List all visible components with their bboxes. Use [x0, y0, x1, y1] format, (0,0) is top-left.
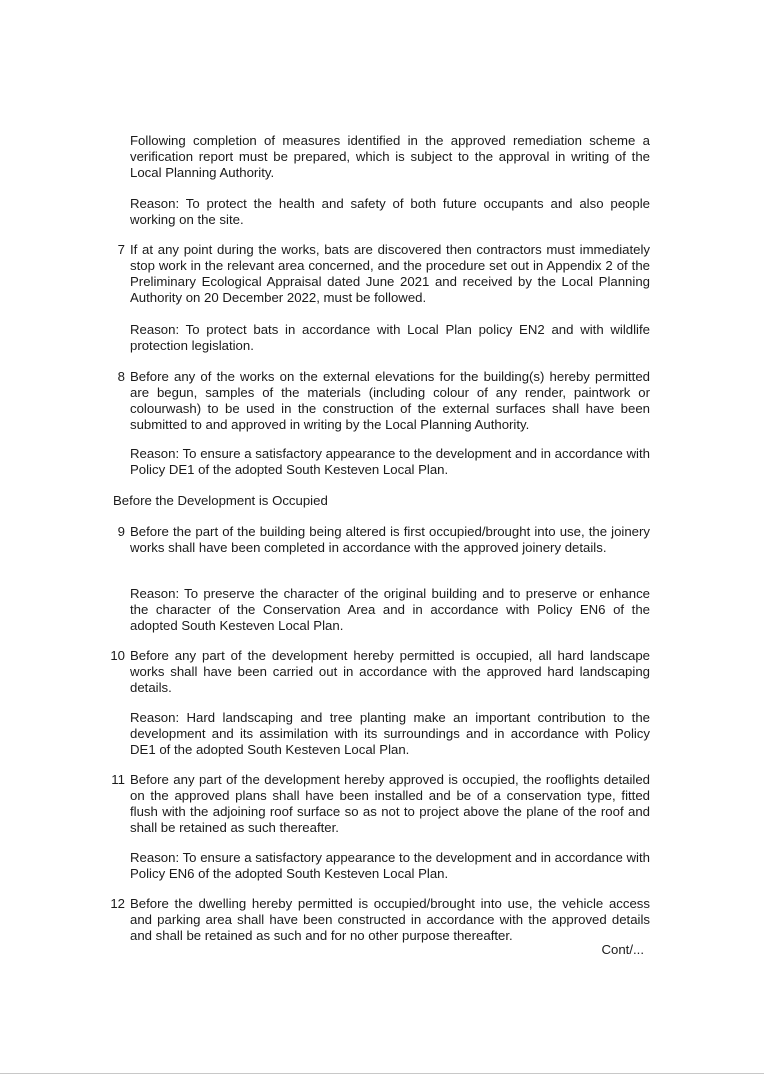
item-11-reason: Reason: To ensure a satisfactory appearance to the development and in accordance with Policy EN6 of the adopted South Kesteven Local Plan. [130, 850, 650, 881]
item-8-reason: Reason: To ensure a satisfactory appearance to the development and in accordance with Policy DE1 of the adopted South Kesteven Local Plan. [130, 446, 650, 477]
item-7-reason: Reason: To protect bats in accordance with Local Plan policy EN2 and with wildlife protection legislation. [130, 322, 650, 353]
page-bottom-divider [0, 1073, 764, 1074]
verification-paragraph: Following completion of measures identified in the approved remediation scheme a verification report must be prepared, which is subject to the approval in writing of the Local Planning Authority. [130, 133, 650, 180]
item-8-number: 8 [117, 369, 125, 384]
item-9-number: 9 [117, 524, 125, 539]
continuation-marker: Cont/... [601, 942, 644, 957]
item-8-text: Before any of the works on the external elevations for the building(s) hereby permitted are begun, samples of the materials (including colour of any render, paintwork or colourwash) to be used in the construction of the external surfaces shall have been submitted to and approved in writing by the Local Planning Authority. [130, 369, 650, 432]
item-7-text: If at any point during the works, bats are discovered then contractors must immediately stop work in the relevant area concerned, and the procedure set out in Appendix 2 of the Preliminary Ecological Appraisal dated June 2021 and received by the Local Planning Authority on 20 December 2022, must be followed. [130, 242, 650, 305]
item-11-number: 11 [111, 772, 125, 787]
item-9-text: Before the part of the building being altered is first occupied/brought into use, the joinery works shall have been completed in accordance with the approved joinery details. [130, 524, 650, 555]
item-10-reason: Reason: Hard landscaping and tree planting make an important contribution to the development and its assimilation with its surroundings and in accordance with Policy DE1 of the adopted South Kesteven Local Plan. [130, 710, 650, 757]
reason-health-paragraph: Reason: To protect the health and safety of both future occupants and also people working on the site. [130, 196, 650, 227]
item-10-number: 10 [110, 648, 125, 663]
item-9-reason: Reason: To preserve the character of the original building and to preserve or enhance the character of the Conservation Area and in accordance with Policy EN6 of the adopted South Kesteven Local Plan. [130, 586, 650, 633]
item-11-text: Before any part of the development hereby approved is occupied, the rooflights detailed on the approved plans shall have been installed and be of a conservation type, fitted flush with the adjoining roof surface so as not to project above the plane of the roof and shall be retained as such thereafter. [130, 772, 650, 835]
item-12-text: Before the dwelling hereby permitted is occupied/brought into use, the vehicle access and parking area shall have been constructed in accordance with the approved details and shall be retained as such and for no other purpose thereafter. [130, 896, 650, 943]
item-10-text: Before any part of the development hereby permitted is occupied, all hard landscape works shall have been carried out in accordance with the approved hard landscaping details. [130, 648, 650, 695]
item-12-number: 12 [110, 896, 125, 911]
item-7-number: 7 [117, 242, 125, 257]
section-heading-occupied: Before the Development is Occupied [113, 493, 328, 508]
